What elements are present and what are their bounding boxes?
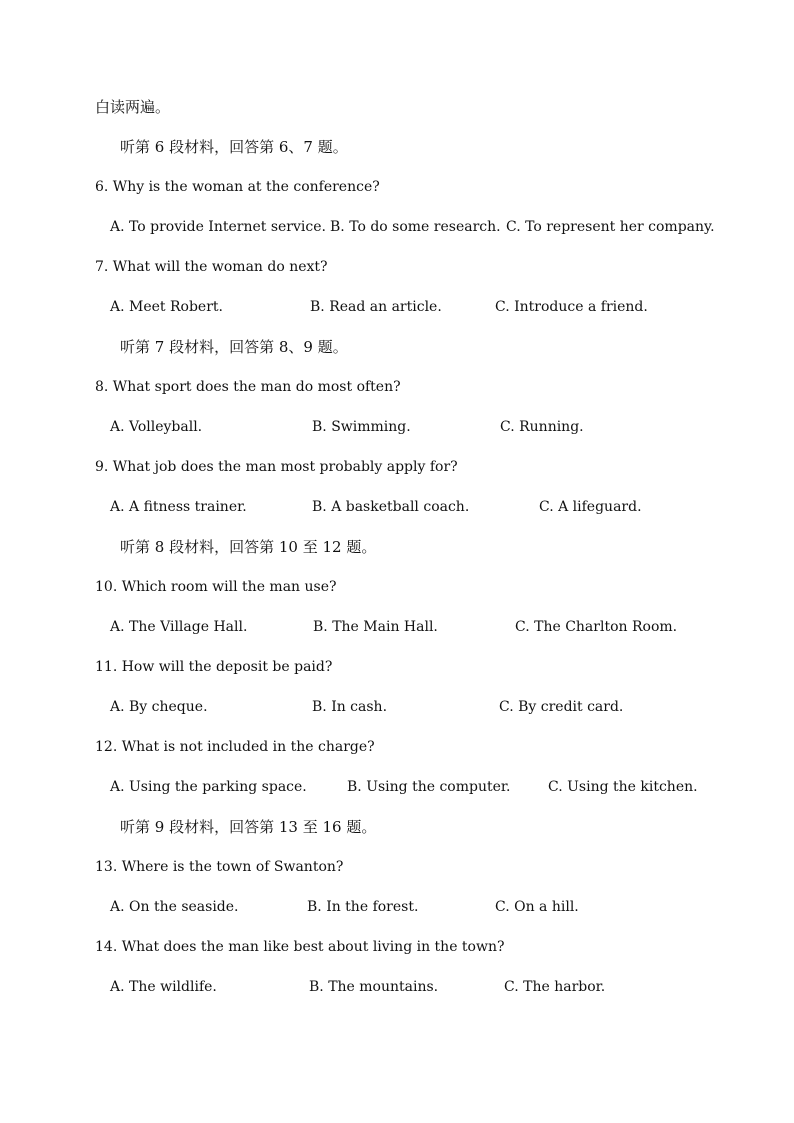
question-14-option-a[interactable]: A. The wildlife. xyxy=(110,979,217,995)
question-11-option-b[interactable]: B. In cash. xyxy=(312,699,388,715)
question-8-option-a[interactable]: A. Volleyball. xyxy=(110,419,203,435)
question-13-option-b[interactable]: B. In the forest. xyxy=(307,899,419,915)
question-11-option-c[interactable]: C. By credit card. xyxy=(499,699,624,715)
question-12-option-b[interactable]: B. Using the computer. xyxy=(347,779,511,795)
section-note-7: 听第 7 段材料，回答第 8、9 题。 xyxy=(120,338,348,356)
intro-tail-text: 白读两遍。 xyxy=(95,98,171,116)
question-12-option-a[interactable]: A. Using the parking space. xyxy=(110,779,307,795)
question-7-option-b[interactable]: B. Read an article. xyxy=(310,299,442,315)
question-13-option-c[interactable]: C. On a hill. xyxy=(495,899,579,915)
question-10-stem: 10. Which room will the man use? xyxy=(95,579,337,595)
question-7-option-c[interactable]: C. Introduce a friend. xyxy=(495,299,648,315)
question-14-option-b[interactable]: B. The mountains. xyxy=(309,979,439,995)
question-10-option-a[interactable]: A. The Village Hall. xyxy=(110,619,248,635)
section-note-6: 听第 6 段材料，回答第 6、7 题。 xyxy=(120,138,348,156)
question-9-option-c[interactable]: C. A lifeguard. xyxy=(539,499,642,515)
question-14-stem: 14. What does the man like best about living in the town? xyxy=(95,939,505,955)
question-13-stem: 13. Where is the town of Swanton? xyxy=(95,859,344,875)
question-9-stem: 9. What job does the man most probably apply for? xyxy=(95,459,458,475)
section-note-9: 听第 9 段材料，回答第 13 至 16 题。 xyxy=(120,818,377,836)
question-13-option-a[interactable]: A. On the seaside. xyxy=(110,899,239,915)
section-note-8: 听第 8 段材料，回答第 10 至 12 题。 xyxy=(120,538,377,556)
question-12-stem: 12. What is not included in the charge? xyxy=(95,739,375,755)
question-9-option-b[interactable]: B. A basketball coach. xyxy=(312,499,470,515)
question-8-stem: 8. What sport does the man do most often? xyxy=(95,379,401,395)
question-10-option-c[interactable]: C. The Charlton Room. xyxy=(515,619,678,635)
question-14-option-c[interactable]: C. The harbor. xyxy=(504,979,606,995)
question-12-option-c[interactable]: C. Using the kitchen. xyxy=(548,779,698,795)
question-6-stem: 6. Why is the woman at the conference? xyxy=(95,179,380,195)
question-6-option-c[interactable]: C. To represent her company. xyxy=(506,219,715,235)
question-9-option-a[interactable]: A. A fitness trainer. xyxy=(110,499,247,515)
question-7-stem: 7. What will the woman do next? xyxy=(95,259,328,275)
question-8-option-b[interactable]: B. Swimming. xyxy=(312,419,411,435)
question-7-option-a[interactable]: A. Meet Robert. xyxy=(110,299,223,315)
question-11-stem: 11. How will the deposit be paid? xyxy=(95,659,333,675)
question-6-option-a[interactable]: A. To provide Internet service. xyxy=(110,219,326,235)
question-11-option-a[interactable]: A. By cheque. xyxy=(110,699,208,715)
question-8-option-c[interactable]: C. Running. xyxy=(500,419,584,435)
question-6-option-b[interactable]: B. To do some research. xyxy=(330,219,501,235)
question-10-option-b[interactable]: B. The Main Hall. xyxy=(313,619,438,635)
